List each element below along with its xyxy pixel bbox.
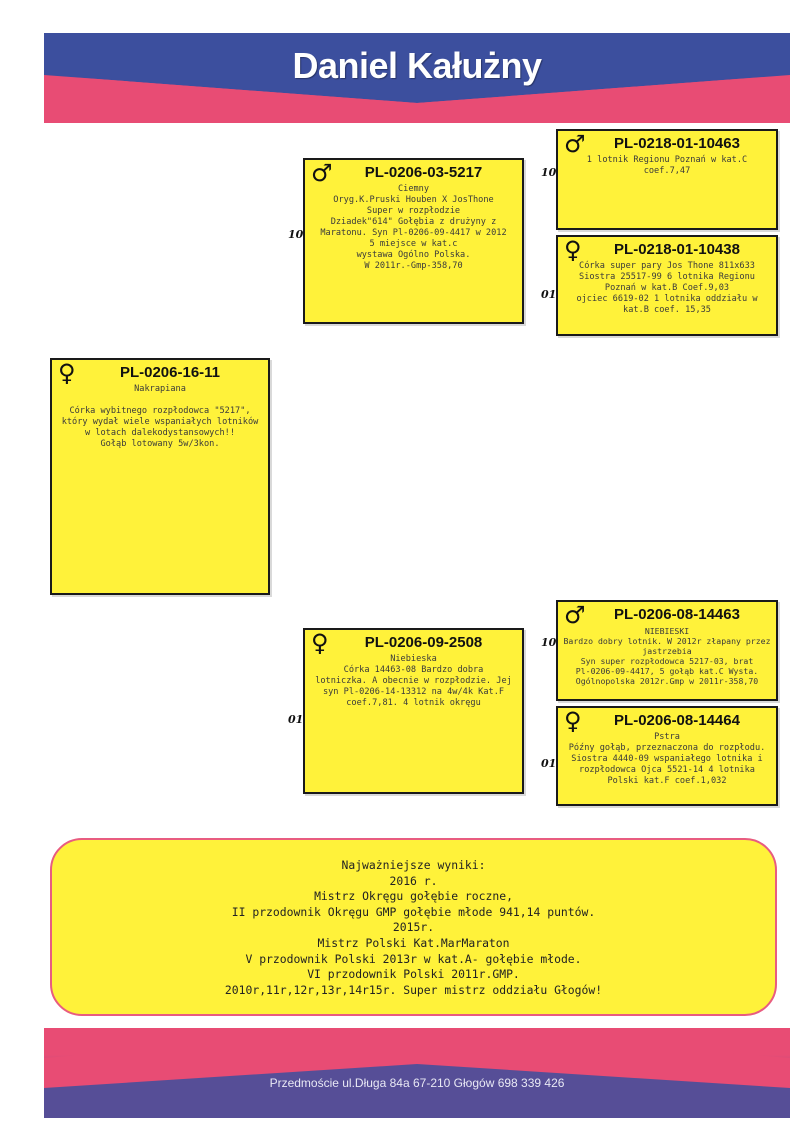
male-symbol-icon: ♂ [311,159,333,187]
results-line: 2015r. [392,920,435,935]
page-title: Daniel Kałużny [292,45,542,86]
bird-description: Nakrapiana Córka wybitnego rozpłodowca "5217", który wydał wiele wspaniałych lotników w lotach dalekodystansowych!! Gołąb lotowany 5w/3kon. [61,384,259,449]
bird-description: Pstra Późny gołąb, przeznaczona do rozpłodu. Siostra 4440-09 wspaniałego lotnika i rozpłodowca Ojca 5521-14 4 lotnika Polski kat.F coef.1,032 [568,732,766,786]
female-symbol-icon: ♀ [58,359,76,387]
results-heading: Najważniejsze wyniki: [341,858,486,872]
ring-number: PL-0206-16-11 [119,364,221,381]
pedigree-card-mother [303,628,524,794]
bird-description: Córka super pary Jos Thone 811x633 Siostra 25517-99 6 lotnika Regionu Poznań w kat.B Coef.9,03 ojciec 6619-02 1 lotnika oddziału w kat.B coef. 15,35 [576,261,758,315]
pedigree-card-grandmother-paternal [556,235,778,336]
results-line: Mistrz Okręgu gołębie roczne, [314,889,513,904]
bird-description: Ciemny Oryg.K.Pruski Houben X JosThone Super w rozpłodzie Dziadek"614" Gołębia z drużyny z Maratonu. Syn Pl-0206-09-4417 w 2012 5 miejsce w kat.c wystawa Ogólno Polska. W 2011r.-Gmp-358,70 [320,184,507,271]
label-gen3-ff: 10 [541,166,557,179]
results-line: 2016 r. [389,873,438,888]
bird-description: NIEBIESKI Bardzo dobry lotnik. W 2012r złapany przez jastrzebia Syn super rozpłodowca 5217-03, brat Pl-0206-09-4417, 5 gołąb kat.C Wysta. Ogólnopolska 2012r.Gmp w 2011r-358,70 [563,626,771,686]
pedigree-card-father [303,158,524,324]
female-symbol-icon: ♀ [564,707,582,735]
header-banner [44,33,790,123]
ring-number: PL-0206-08-14463 [614,606,740,623]
pedigree-card-grandfather-maternal [556,600,778,701]
male-symbol-icon: ♂ [564,130,586,158]
ring-number: PL-0206-03-5217 [364,164,483,181]
female-symbol-icon: ♀ [564,236,582,264]
pedigree-card-grandmother-maternal [556,706,778,806]
label-gen3-mf: 10 [541,636,557,649]
ring-number: PL-0218-01-10463 [614,135,740,152]
pedigree-card-bird [50,358,270,595]
label-gen3-mm: 01 [541,757,557,770]
female-symbol-icon: ♀ [311,629,329,657]
ring-number: PL-0218-01-10438 [614,241,740,258]
results-line: VI przodownik Polski 2011r.GMP. [307,967,520,982]
results-box [50,838,777,1016]
footer-banner [44,1028,790,1118]
footer-address: Przedmoście ul.Długa 84a 67-210 Głogów 698 339 426 [269,1076,565,1090]
bird-description: Niebieska Córka 14463-08 Bardzo dobra lotniczka. A obecnie w rozpłodzie. Jej syn Pl-0206-14-13312 na 4w/4k Kat.F coef.7,81. 4 lotnik okręgu [315,654,512,708]
footer-chevron-shape [44,1028,790,1118]
ring-number: PL-0206-09-2508 [364,634,483,651]
ring-number: PL-0206-08-14464 [614,712,740,729]
results-line: Mistrz Polski Kat.MarMaraton [317,935,510,950]
results-line: V przodownik Polski 2013r w kat.A- gołębie młode. [245,951,582,966]
label-gen2-mother: 01 [288,713,304,726]
pedigree-card-grandfather-paternal [556,129,778,230]
bird-description: 1 lotnik Regionu Poznań w kat.C coef.7,47 [586,155,748,176]
label-gen2-father: 10 [288,228,304,241]
results-line: II przodownik Okręgu GMP gołębie młode 941,14 puntów. [231,904,596,919]
results-line: 2010r,11r,12r,13r,14r15r. Super mistrz oddziału Głogów! [224,982,603,997]
label-gen3-fm: 01 [541,288,557,301]
male-symbol-icon: ♂ [564,601,586,629]
